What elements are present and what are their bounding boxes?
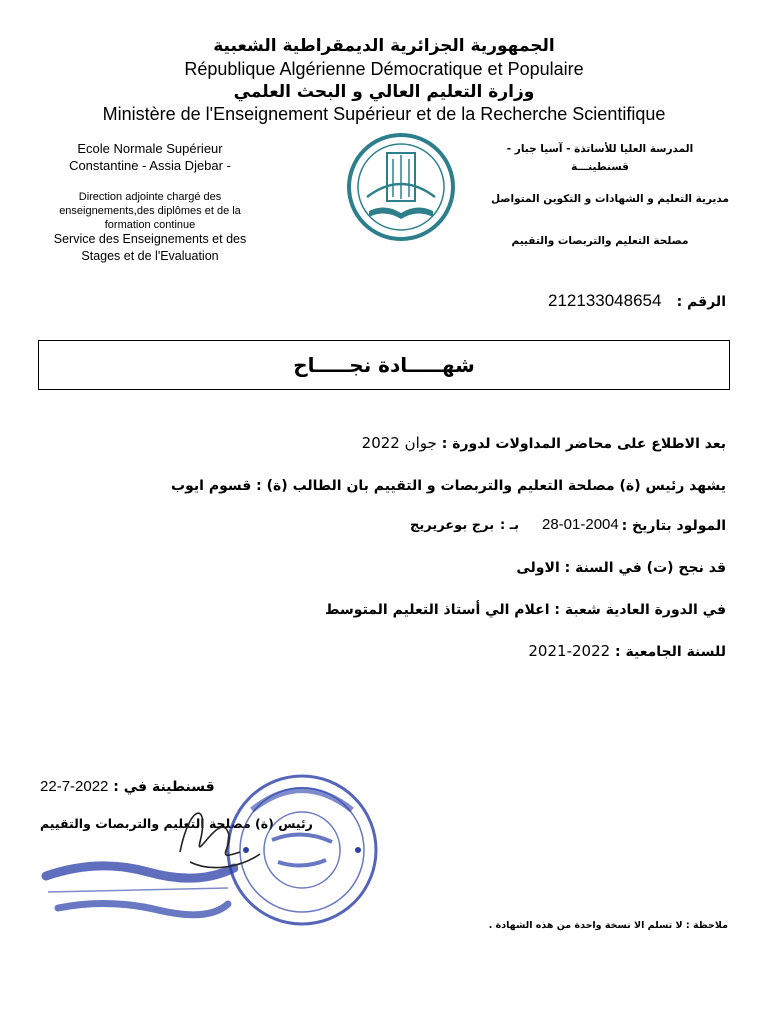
school-name-fr	[40, 140, 260, 174]
birth-place: برج بوعريريج	[410, 518, 495, 533]
session-label: بعد الاطلاع على محاضر المداولات لدورة :	[441, 436, 726, 452]
student-label: يشهد رئيس (ة) مصلحة التعليم والتربصات و التقييم بان الطالب (ة) :	[256, 478, 726, 494]
certificate-title: شهـــــادة نجـــــاح	[293, 353, 475, 377]
academic-year-value: 2022-2021	[528, 642, 611, 660]
session-value: جوان 2022	[361, 434, 437, 452]
birth-date-label: المولود بتاريخ :	[621, 518, 726, 534]
number-value: 212133048654	[548, 291, 662, 310]
ministry-fr: Ministère de l'Enseignement Supérieur et de la Recherche Scientifique	[102, 104, 666, 124]
specialty-line	[325, 602, 726, 618]
academic-year-line	[528, 642, 726, 660]
note: ملاحظة : لا تسلم الا نسخة واحدة من هذه الشهادة .	[488, 920, 728, 931]
issue-date: 2022-7-22	[40, 778, 109, 795]
birth-line	[622, 518, 726, 534]
republic-ar: الجمهورية الجزائرية الديمقراطية الشعبية	[213, 36, 555, 56]
number-label: الرقم :	[676, 294, 726, 310]
school-round-stamp	[222, 770, 382, 930]
birth-date: 28-01-2004	[542, 516, 619, 533]
year-passed-value: الاولى	[516, 560, 560, 576]
student-line	[171, 478, 726, 494]
academic-year-label: للسنة الجامعية :	[615, 644, 726, 660]
specialty-label: في الدورة العادية شعبة :	[554, 602, 726, 618]
handwritten-signature	[150, 792, 270, 882]
specialty-value: اعلام الي أستاذ التعليم المتوسط	[325, 602, 550, 618]
service-fr: Service des Enseignements et des Stages et de l'Evaluation	[53, 232, 247, 263]
birth-place-label: بـ :	[500, 518, 520, 533]
title-frame	[38, 340, 730, 390]
ministry-ar: وزارة التعليم العالي و البحث العلمي	[233, 82, 535, 102]
signatory-title: رئيس (ة) مصلحة التعليم والتربصات والتقييم	[40, 816, 313, 831]
year-passed-line	[516, 560, 726, 576]
republic-fr: République Algérienne Démocratique et Populaire	[184, 59, 584, 79]
direction-ar: مديرية التعليم و الشهادات و التكوين المتواصل	[490, 193, 729, 205]
year-passed-label: قد نجح (ت) في السنة :	[564, 560, 726, 576]
school-name-ar	[470, 140, 730, 176]
service-stamp	[38, 846, 238, 926]
school-line1-ar: المدرسة العليا للأساتذة - آسيا جبار -	[506, 143, 694, 155]
school-line1-fr: Ecole Normale Supérieur	[77, 141, 223, 156]
issue-place-label: قسنطينة في :	[113, 779, 215, 795]
service-ar: مصلحة التعليم والتربصات والتقييم	[511, 235, 689, 247]
school-line2-ar: قسنطينـــة	[571, 161, 629, 173]
school-logo	[345, 131, 457, 243]
issue-place-date	[40, 778, 230, 795]
session-line	[362, 434, 726, 452]
direction-fr: Direction adjointe chargé des enseignements,des diplômes et de la formation continue	[59, 191, 241, 231]
student-name: قسوم ايوب	[171, 478, 252, 494]
school-line2-fr: Constantine - Assia Djebar -	[69, 158, 231, 173]
